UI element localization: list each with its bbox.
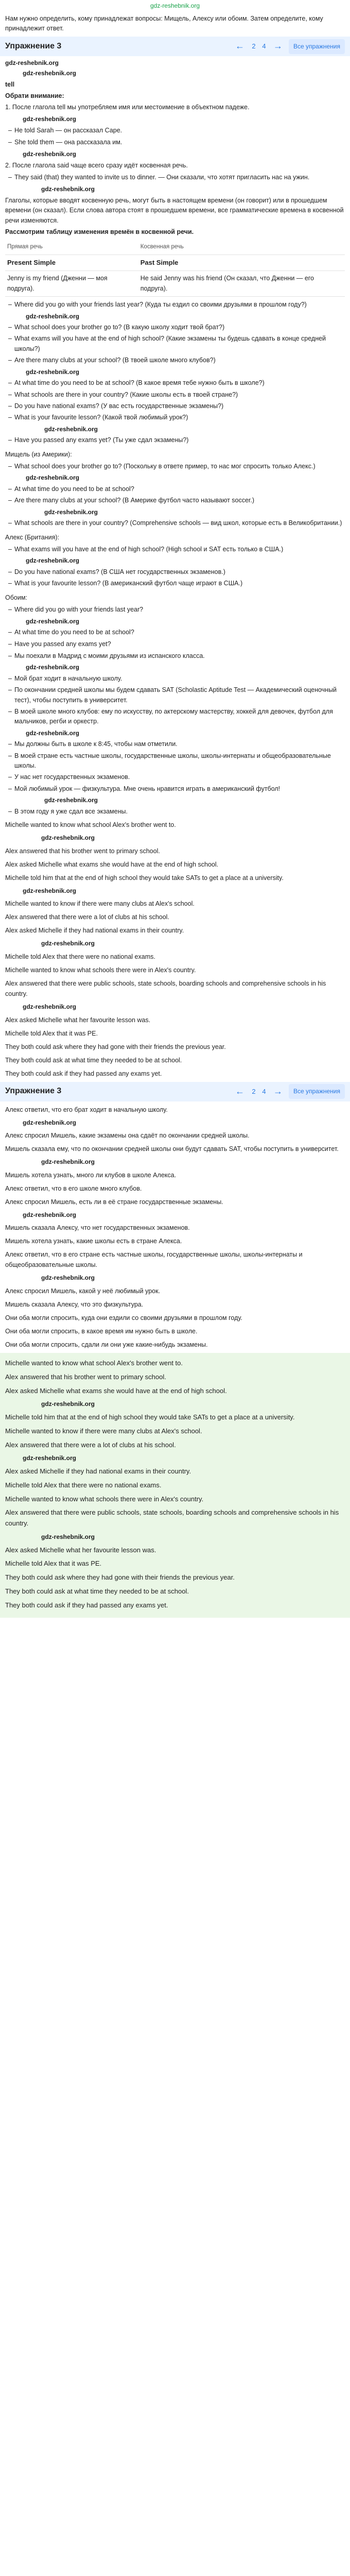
watermark: gdz-reshebnik.org — [23, 1118, 77, 1126]
table-cell: He said Jenny was his friend (Он сказал, что Дженни — его подруга). — [138, 271, 345, 297]
reported-line: Alex asked Michelle if they had national exams in their country. — [5, 927, 184, 935]
prev-arrow-icon[interactable]: ← — [235, 41, 244, 52]
us-label: Мищель (из Америки): — [5, 450, 72, 458]
reported-line: Michelle wanted to know what schools there were in Alex's country. — [5, 1495, 204, 1503]
reported-line: Alex answered that there were a lot of clubs at his school. — [5, 913, 169, 921]
reported-line: Michelle wanted to know if there were many clubs at Alex's school. — [5, 900, 195, 908]
translation-line: Алекс ответил, что его брат ходит в начальную школу. — [5, 1106, 168, 1113]
reported-line: Michelle wanted to know what school Alex's brother went to. — [5, 821, 176, 829]
list-item: – At what time do you need to be at school? (В какое время тебе нужно быть в школе?) — [8, 378, 345, 388]
list-item: – What school does your brother go to? (Поскольку в ответе пример, то нас мог спросить только Алекс.) — [8, 462, 345, 471]
watermark: gdz-reshebnik.org — [5, 59, 59, 67]
note-4: Рассмотрим таблицу изменения времён в косвенной речи. — [5, 228, 194, 236]
watermark: gdz-reshebnik.org — [44, 508, 98, 516]
prev-arrow-icon[interactable]: ← — [235, 1086, 244, 1096]
reported-line: Michelle wanted to know what school Alex's brother went to. — [5, 1359, 183, 1367]
us-answer-list — [8, 462, 345, 529]
list-item: – What school does your brother go to? (В какую школу ходит твой брат?) — [8, 323, 345, 332]
watermark: gdz-reshebnik.org — [26, 664, 80, 671]
example-item: – They said (that) they wanted to invite us to dinner. — Они сказали, что хотят пригласить нас на ужин. — [8, 173, 345, 182]
list-item: – Мы должны быть в школе к 8:45, чтобы нам отметили. — [8, 739, 345, 749]
watermark: gdz-reshebnik.org — [23, 887, 77, 894]
translation-section — [5, 1105, 345, 1350]
table-col-label: Прямая речь — [5, 240, 138, 255]
list-item: – What schools are there in your country? (Какие школы есть в твоей стране?) — [8, 390, 345, 400]
reported-line: Alex asked Michelle what exams she would have at the end of high school. — [5, 860, 219, 868]
reported-line: Michelle told Alex that it was PE. — [5, 1029, 98, 1037]
reported-line: Michelle told Alex that there were no national exams. — [5, 953, 155, 960]
translation-line: Мишель хотела узнать, какие школы есть в стране Алекса. — [5, 1238, 182, 1245]
reported-line: They both could ask where they had gone with their friends the previous year. — [5, 1043, 226, 1050]
list-item: – По окончании средней школы мы будем сдавать SAT (Scholastic Aptitude Test — Академический оценочный тест), чтобы поступить в университет. — [8, 685, 345, 705]
list-item: – В моей стране есть частные школы, государственные школы, школы-интернаты и общеобразовательные школы. — [8, 751, 345, 771]
watermark: gdz-reshebnik.org — [26, 617, 80, 625]
translation-line: Они оба могли спросить, куда они ездили со своими друзьями в прошлом году. — [5, 1314, 242, 1321]
translation-line: Мишель сказала Алексу, что нет государственных экзаменов. — [5, 1224, 190, 1232]
list-item: – В моей школе много клубов: ему по искусству, по актерскому мастерству, хоккей для девочек, футбол для мальчиков, регби и оркестр. — [8, 707, 345, 727]
translation-line: Алекс спросил Мишель, какой у неё любимый урок. — [5, 1287, 161, 1295]
note-1: 1. После глагола tell мы употребляем имя или местоимение в объектном падеже. — [5, 104, 250, 111]
translation-line: Они оба могли спросить, в какое время им нужно быть в школе. — [5, 1327, 198, 1335]
list-item: – Are there many clubs at your school? (В Америке футбол часто называют soccer.) — [8, 496, 345, 505]
intro-text: Нам нужно определить, кому принадлежат вопросы: Мищель, Алексу или обоим. Затем определите, кому принадлежит ответ. — [5, 14, 323, 32]
list-item: – Are there many clubs at your school? (В твоей школе много клубов?) — [8, 355, 345, 365]
watermark: gdz-reshebnik.org — [41, 1400, 95, 1408]
watermark: gdz-reshebnik.org — [23, 69, 77, 77]
exercise-title: Упражнение 3 — [5, 41, 62, 50]
reported-line: Alex asked Michelle what exams she would have at the end of high school. — [5, 1386, 227, 1395]
watermark: gdz-reshebnik.org — [23, 115, 77, 123]
list-item: – Have you passed any exams yet? — [8, 639, 345, 649]
reported-line: Michelle told Alex that there were no national exams. — [5, 1481, 162, 1489]
list-item: – Do you have national exams? (У вас есть государственные экзамены?) — [8, 401, 345, 411]
translation-line: Мишель сказала Алексу, что это физкультура. — [5, 1300, 144, 1308]
tense-table — [5, 240, 345, 297]
watermark: gdz-reshebnik.org — [41, 834, 95, 842]
watermark: gdz-reshebnik.org — [44, 425, 98, 433]
reported-line: Michelle wanted to know what schools there were in Alex's country. — [5, 966, 196, 974]
list-item: – Мы поехали в Мадрид с моими друзьями из испанского класса. — [8, 651, 345, 661]
prev-exercise-number[interactable]: 2 — [252, 1087, 256, 1095]
reported-line: They both could ask at what time they needed to be at school. — [5, 1056, 182, 1064]
reported-line: Alex answered that his brother went to primary school. — [5, 1372, 166, 1381]
next-arrow-icon[interactable]: → — [273, 41, 283, 52]
watermark: gdz-reshebnik.org — [23, 1454, 77, 1462]
list-item: – What exams will you have at the end of high school? (High school и SAT есть только в США.) — [8, 545, 345, 554]
example-item: – She told them — она рассказала им. — [8, 138, 345, 147]
reported-line: They both could ask if they had passed any exams yet. — [5, 1601, 168, 1609]
reported-line: Michelle wanted to know if there were many clubs at Alex's school. — [5, 1427, 202, 1435]
watermark: gdz-reshebnik.org — [23, 1211, 77, 1218]
reported-line: Alex answered that there were a lot of clubs at his school. — [5, 1440, 176, 1449]
exercise-pager — [233, 1084, 345, 1099]
site-link[interactable]: gdz-reshebnik.org — [150, 2, 200, 9]
list-item: – Have you passed any exams yet? (Ты уже сдал экзамены?) — [8, 435, 345, 445]
translation-line: Мишель хотела узнать, много ли клубов в школе Алекса. — [5, 1171, 177, 1179]
all-exercises-button[interactable]: Все упражнения — [289, 1084, 345, 1099]
next-exercise-number[interactable]: 4 — [262, 42, 266, 50]
reported-line: Alex asked Michelle what her favourite lesson was. — [5, 1546, 156, 1554]
watermark: gdz-reshebnik.org — [41, 1158, 95, 1166]
reported-line: They both could ask at what time they needed to be at school. — [5, 1587, 189, 1595]
list-item: – У нас нет государственных экзаменов. — [8, 772, 345, 782]
note-1-examples — [8, 126, 345, 147]
exercise-title: Упражнение 3 — [5, 1087, 62, 1096]
reported-line: Michelle told Alex that it was PE. — [5, 1560, 102, 1568]
exercise-nav-bar-top — [0, 37, 350, 56]
watermark: gdz-reshebnik.org — [26, 557, 80, 565]
watermark: gdz-reshebnik.org — [44, 796, 98, 804]
translation-line: Алекс спросил Мишель, есть ли в её стране государственные экзамены. — [5, 1198, 223, 1206]
watermark: gdz-reshebnik.org — [26, 729, 80, 737]
russian-answer-list — [8, 651, 345, 817]
uk-label: Алекс (Британия): — [5, 533, 60, 541]
exercise-pager — [233, 39, 345, 54]
watermark: gdz-reshebnik.org — [41, 940, 95, 947]
list-item: – At what time do you need to be at school? — [8, 484, 345, 494]
note-2-examples — [8, 173, 345, 182]
list-item: – What exams will you have at the end of high school? (Какие экзамены ты будешь сдавать в конце средней школы?) — [8, 334, 345, 354]
watermark: gdz-reshebnik.org — [26, 474, 80, 482]
watermark: gdz-reshebnik.org — [26, 312, 80, 320]
list-item: – What is your favourite lesson? (Какой твой любимый урок?) — [8, 413, 345, 422]
note-2: 2. После глагола said чаще всего сразу идёт косвенная речь. — [5, 161, 188, 169]
translation-line: Алекс ответил, что в его стране есть частные школы, государственные школы, школы-интернаты и общеобразовательные школы. — [5, 1251, 303, 1269]
translation-line: Они оба могли спросить, сдали ли они уже какие-нибудь экзамены. — [5, 1341, 208, 1348]
translation-line: Алекс спросил Мишель, какие экзамены она сдаёт по окончании средней школы. — [5, 1132, 250, 1140]
question-list — [8, 300, 345, 446]
watermark: gdz-reshebnik.org — [23, 1003, 77, 1010]
watermark: gdz-reshebnik.org — [26, 368, 80, 376]
example-item: – He told Sarah — он рассказал Саре. — [8, 126, 345, 135]
next-arrow-icon[interactable]: → — [273, 1086, 283, 1096]
exercise-nav-bar-bottom — [0, 1082, 350, 1101]
list-item: – Do you have national exams? (В США нет государственных экзаменов.) — [8, 567, 345, 577]
watermark: gdz-reshebnik.org — [41, 1274, 95, 1282]
table-cell: Jenny is my friend (Дженни — моя подруга). — [5, 271, 138, 297]
tell-word: tell — [5, 80, 15, 88]
notes-heading: Обрати внимание: — [5, 92, 64, 99]
reported-line: Alex asked Michelle what her favourite lesson was. — [5, 1016, 151, 1024]
translation-line: Мишель сказала ему, что по окончании средней школы они будут сдавать SAT, чтобы поступить в университет. — [5, 1145, 339, 1153]
list-item: – Where did you go with your friends last year? — [8, 605, 345, 615]
reported-speech-bottom — [0, 1353, 350, 1618]
reported-line: They both could ask where they had gone with their friends the previous year. — [5, 1573, 235, 1582]
next-exercise-number[interactable]: 4 — [262, 1087, 266, 1095]
reported-line: Alex answered that his brother went to primary school. — [5, 847, 160, 855]
note-3: Глаголы, которые вводят косвенную речь, могут быть в настоящем времени (он говорит) или в прошедшем времени (он сказал). Если слова автора стоят в прошедшем времени, все грамматические времена в косвенной речи изменяются. — [5, 196, 344, 224]
list-item: – Мой брат ходит в начальную школу. — [8, 674, 345, 684]
list-item: – What is your favourite lesson? (В американский футбол чаще играют в США.) — [8, 579, 345, 588]
reported-line: Michelle told him that at the end of high school they would take SATs to get a place at a university. — [5, 1413, 295, 1421]
reported-line: Alex asked Michelle if they had national exams in their country. — [5, 1467, 191, 1475]
list-item: – Where did you go with your friends last year? (Куда ты ездил со своими друзьями в прошлом году?) — [8, 300, 345, 310]
prev-exercise-number[interactable]: 2 — [252, 42, 256, 50]
translation-line: Алекс ответил, что в его школе много клубов. — [5, 1184, 142, 1192]
both-label: Обоим: — [5, 594, 27, 601]
reported-speech-top — [5, 820, 345, 1078]
all-exercises-button[interactable]: Все упражнения — [289, 39, 345, 54]
list-item: – Мой любимый урок — физкультура. Мне очень нравится играть в американский футбол! — [8, 784, 345, 794]
table-cell-head: Present Simple — [5, 255, 138, 271]
watermark: gdz-reshebnik.org — [23, 150, 77, 158]
reported-line: Michelle told him that at the end of high school they would take SATs to get a place at a university. — [5, 874, 284, 882]
reported-line: Alex answered that there were public schools, state schools, boarding schools and comprehensive schools in his country. — [5, 1509, 339, 1528]
table-col-label: Косвенная речь — [138, 240, 345, 255]
reported-line: They both could ask if they had passed any exams yet. — [5, 1070, 162, 1077]
list-item: – At what time do you need to be at school? — [8, 628, 345, 637]
watermark: gdz-reshebnik.org — [41, 1533, 95, 1540]
list-item: – What schools are there in your country? (Comprehensive schools — вид школ, которые есть в Великобритании.) — [8, 518, 345, 528]
table-cell-head: Past Simple — [138, 255, 345, 271]
reported-line: Alex answered that there were public schools, state schools, boarding schools and comprehensive schools in his country. — [5, 979, 326, 997]
list-item: – В этом году я уже сдал все экзамены. — [8, 807, 345, 817]
both-answer-list — [8, 605, 345, 649]
watermark: gdz-reshebnik.org — [41, 185, 95, 193]
uk-answer-list — [8, 545, 345, 589]
